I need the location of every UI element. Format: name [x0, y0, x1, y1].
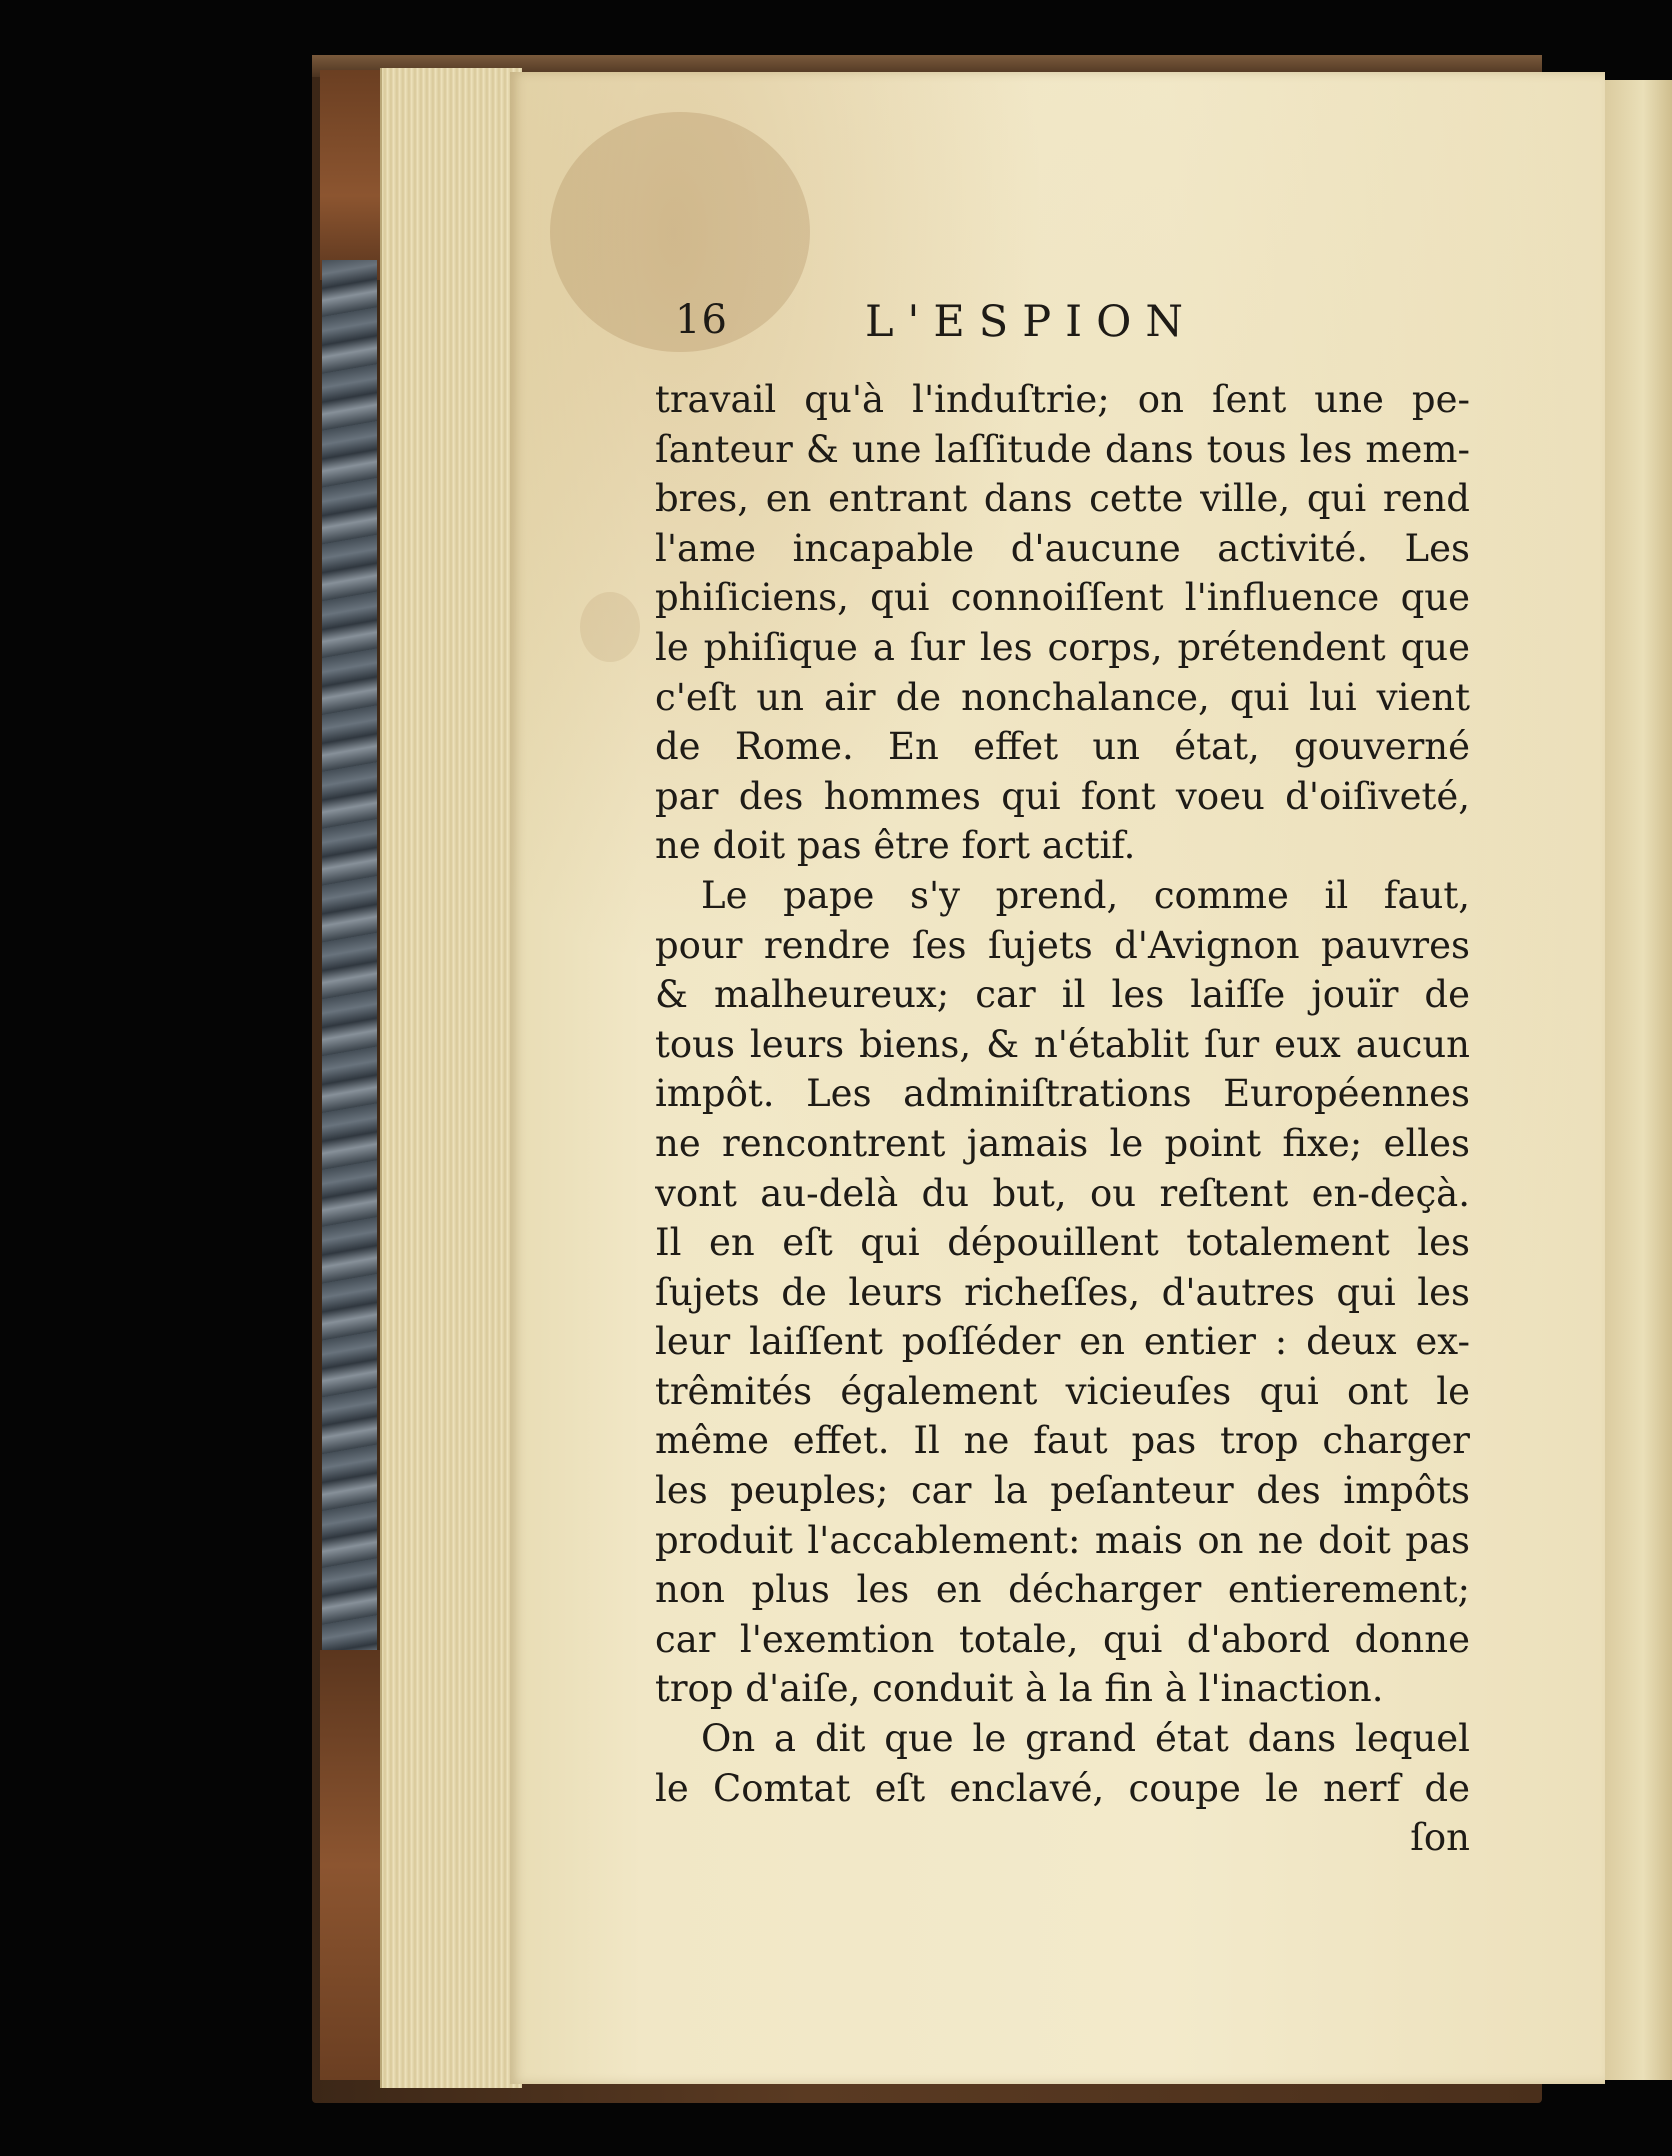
text-line: par des hommes qui font voeu d'oiſiveté,	[655, 774, 1470, 818]
text-line: Le pape s'y prend, comme il faut,	[701, 873, 1470, 917]
text-line: le phiſique a ſur les corps, prétendent que	[655, 625, 1470, 669]
text-line: pour rendre ſes ſujets d'Avignon pauvres	[655, 923, 1470, 967]
page-number: 16	[675, 297, 728, 343]
text-line: phiſiciens, qui connoiſſent l'influence que	[655, 576, 1470, 620]
text-line: ſanteur & une laſſitude dans tous les mem-	[655, 427, 1470, 471]
text-line: travail qu'à l'induſtrie; on ſent une pe-	[655, 378, 1470, 421]
text-line: impôt. Les adminiſtrations Européennes	[655, 1072, 1470, 1116]
leather-corner-bottom	[320, 1650, 380, 2080]
text-line: vont au-delà du but, ou reſtent en-deçà.	[655, 1171, 1470, 1215]
text-line: ne doit pas être fort actif.	[655, 824, 1136, 868]
text-line: de Rome. En effet un état, gouverné	[655, 725, 1470, 769]
page-edges	[380, 68, 522, 2088]
text-line: le Comtat eſt enclavé, coupe le nerf de	[655, 1766, 1470, 1810]
text-line: ne rencontrent jamais le point fixe; elles	[655, 1121, 1470, 1165]
text-line: On a dit que le grand état dans lequel	[701, 1717, 1470, 1761]
text-line: les peuples; car la peſanteur des impôts	[655, 1469, 1470, 1513]
text-line: car l'exemtion totale, qui d'abord donne	[655, 1617, 1470, 1661]
text-line: trêmités également vicieuſes qui ont le	[655, 1369, 1470, 1413]
book-page	[510, 72, 1605, 2084]
marbled-board	[322, 260, 377, 1820]
text-line: non plus les en décharger entierement;	[655, 1568, 1470, 1612]
text-line: l'ame incapable d'aucune activité. Les	[655, 526, 1470, 570]
text-line: Il en eſt qui dépouillent totalement les	[655, 1221, 1470, 1265]
text-line: leur laiſſent poſſéder en entier : deux ex-	[655, 1320, 1470, 1364]
page-header	[655, 297, 1470, 357]
text-line: tous leurs biens, & n'établit ſur eux aucun	[655, 1022, 1470, 1066]
page-content	[655, 297, 1470, 1863]
leather-corner-top	[320, 70, 380, 280]
text-line: même effet. Il ne faut pas trop charger	[655, 1419, 1470, 1463]
foxing-stain	[580, 592, 640, 662]
running-title: L'ESPION	[865, 297, 1198, 347]
text-line: bres, en entrant dans cette ville, qui rend	[655, 477, 1470, 521]
text-line: & malheureux; car il les laiſſe jouïr de	[655, 973, 1470, 1017]
catchword: ſon	[1410, 1816, 1470, 1860]
facing-page-edge	[1600, 80, 1672, 2080]
text-line: c'eſt un air de nonchalance, qui lui vient	[655, 675, 1470, 719]
text-line: ſujets de leurs richeſſes, d'autres qui les	[655, 1270, 1470, 1314]
text-line: produit l'accablement: mais on ne doit pas	[655, 1518, 1470, 1562]
text-line: trop d'aiſe, conduit à la fin à l'inaction.	[655, 1667, 1384, 1711]
